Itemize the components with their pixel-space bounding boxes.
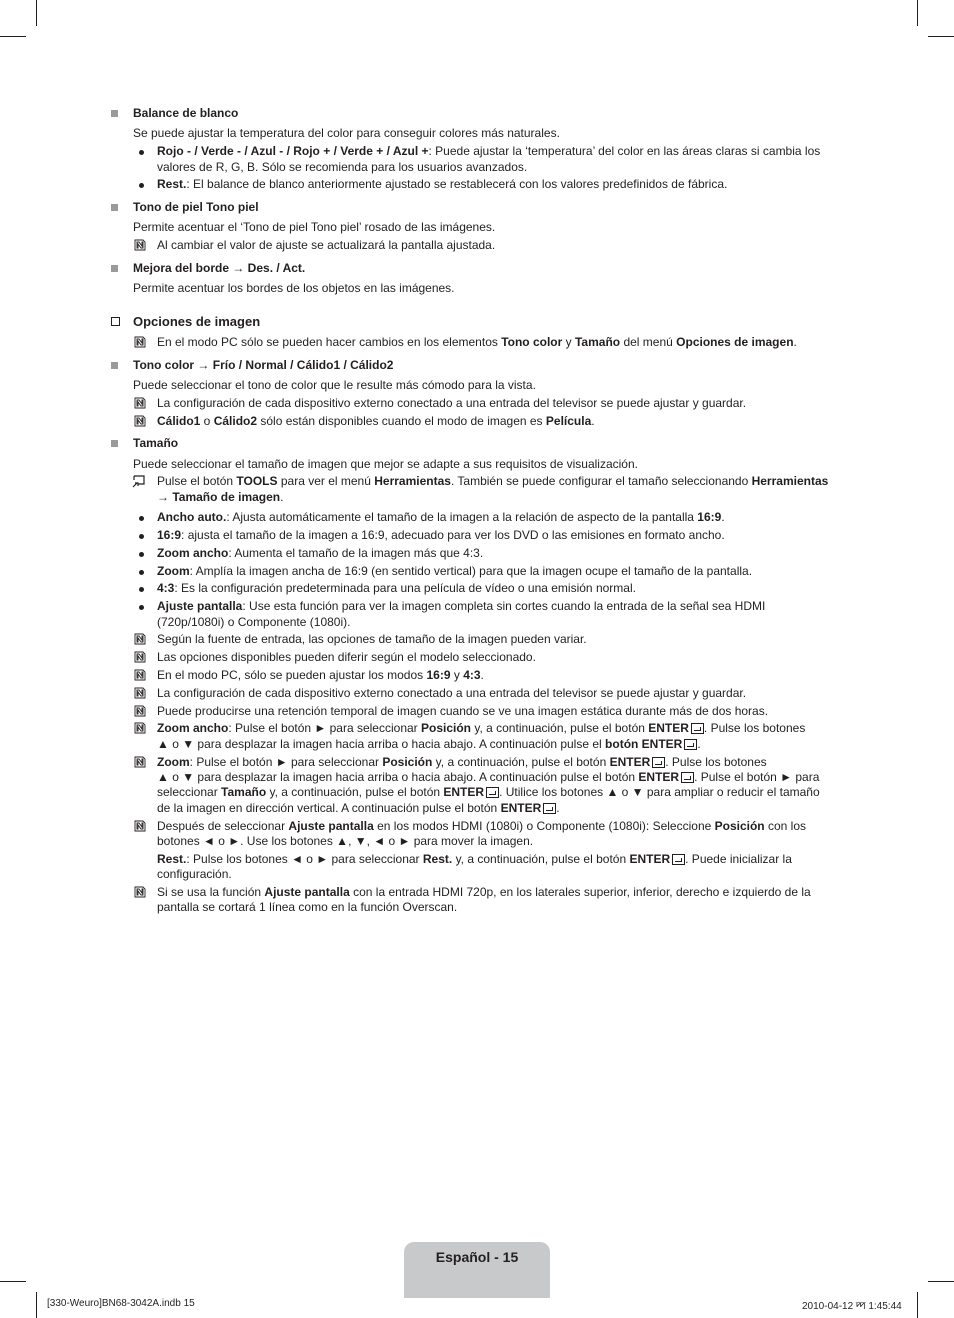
bullet-item-cont: valores de R, G, B. Sólo se recomienda para los usuarios avanzados. bbox=[157, 160, 528, 174]
bullet-dot-icon bbox=[139, 516, 144, 521]
note-text: Según la fuente de entrada, las opciones de tamaño de la imagen pueden variar. bbox=[157, 632, 587, 646]
note-text: Si se usa la función Ajuste pantalla con la entrada HDMI 720p, en los laterales superior, inferior, derecho e izquierdo de la bbox=[157, 885, 811, 899]
note-icon bbox=[134, 633, 146, 646]
section-desc: Permite acentuar los bordes de los objetos en las imágenes. bbox=[133, 281, 455, 295]
note-icon bbox=[134, 756, 146, 769]
tools-note: Pulse el botón TOOLS para ver el menú Herramientas. También se puede configurar el tamaño seleccionando Herramientas bbox=[157, 474, 829, 488]
square-bullet-icon bbox=[111, 110, 118, 117]
crop-mark bbox=[0, 36, 26, 37]
enter-icon bbox=[543, 803, 556, 814]
page-number-tab bbox=[404, 1242, 550, 1298]
note-icon bbox=[134, 705, 146, 718]
square-bullet-icon bbox=[111, 440, 118, 447]
bullet-item: Rojo - / Verde - / Azul - / Rojo + / Verde + / Azul +: Puede ajustar la ‘temperatura’ del color en las áreas claras si cambia los bbox=[157, 144, 821, 158]
heading-opciones: Opciones de imagen bbox=[133, 314, 261, 329]
tools-note-cont: → Tamaño de imagen. bbox=[157, 490, 284, 504]
bullet-item: 4:3: Es la configuración predeterminada para una película de vídeo o una emisión normal. bbox=[157, 581, 636, 595]
note-icon bbox=[134, 687, 146, 700]
note-text-cont: ▲ o ▼ para desplazar la imagen hacia arriba o hacia abajo. A continuación pulse el botón ENTER . bbox=[157, 737, 701, 751]
enter-icon bbox=[672, 854, 685, 865]
section-desc: Puede seleccionar el tono de color que le resulte más cómodo para la vista. bbox=[133, 378, 536, 392]
note-text: Zoom: Pulse el botón ► para seleccionar Posición y, a continuación, pulse el botón ENTER . Pulse los botones bbox=[157, 755, 767, 769]
square-bullet-icon bbox=[111, 204, 118, 211]
crop-mark bbox=[0, 1281, 26, 1282]
bullet-item-cont: (720p/1080i) o Componente (1080i). bbox=[157, 615, 351, 629]
bullet-dot-icon bbox=[139, 534, 144, 539]
note-icon bbox=[134, 651, 146, 664]
bullet-item: Ancho auto.: Ajusta automáticamente el tamaño de la imagen a la relación de aspecto de la pantalla 16:9. bbox=[157, 510, 725, 524]
enter-icon bbox=[652, 757, 665, 768]
note-text: Después de seleccionar Ajuste pantalla en los modos HDMI (1080i) o Componente (1080i): Seleccione Posición con los bbox=[157, 819, 806, 833]
note-text: Al cambiar el valor de ajuste se actualizará la pantalla ajustada. bbox=[157, 238, 496, 252]
enter-icon bbox=[684, 739, 697, 750]
section-desc: Puede seleccionar el tamaño de imagen que mejor se adapte a sus requisitos de visualización. bbox=[133, 457, 638, 471]
note-text-cont: botones ◄ o ►. Use los botones ▲, ▼, ◄ o ► para mover la imagen. bbox=[157, 834, 534, 848]
note-icon bbox=[134, 820, 146, 833]
bullet-item: Zoom: Amplía la imagen ancha de 16:9 (en sentido vertical) para que la imagen ocupe el tamaño de la pantalla. bbox=[157, 564, 753, 578]
crop-mark bbox=[36, 1292, 37, 1318]
note-icon bbox=[134, 239, 146, 252]
section-desc: Se puede ajustar la temperatura del color para conseguir colores más naturales. bbox=[133, 126, 560, 140]
bullet-dot-icon bbox=[139, 183, 144, 188]
page-label: Español - 15 bbox=[435, 1249, 519, 1265]
checkbox-square-icon bbox=[111, 317, 120, 326]
note-text: La configuración de cada dispositivo externo conectado a una entrada del televisor se puede ajustar y guardar. bbox=[157, 686, 747, 700]
footer-timestamp: 2010-04-12 ꠈ 1:45:44 bbox=[802, 1301, 902, 1312]
crop-mark bbox=[36, 0, 37, 26]
tools-icon bbox=[132, 475, 144, 488]
bullet-item: 16:9: ajusta el tamaño de la imagen a 16:9, adecuado para ver los DVD o las emisiones en formato ancho. bbox=[157, 528, 725, 542]
section-title: Tono color → Frío / Normal / Cálido1 / Cálido2 bbox=[133, 358, 394, 372]
note-text: En el modo PC, sólo se pueden ajustar los modos 16:9 y 4:3. bbox=[157, 668, 484, 682]
bullet-dot-icon bbox=[139, 587, 144, 592]
note-text-cont: seleccionar Tamaño y, a continuación, pulse el botón ENTER . Utilice los botones ▲ o ▼ para ampliar o reducir el tamaño bbox=[157, 785, 820, 799]
note-icon bbox=[134, 336, 146, 349]
footer-file: [330-Weuro]BN68-3042A.indb 15 bbox=[47, 1298, 195, 1309]
bullet-item: Ajuste pantalla: Use esta función para ver la imagen completa sin cortes cuando la entrada de la señal sea HDMI bbox=[157, 599, 766, 613]
crop-mark bbox=[917, 1292, 918, 1318]
crop-mark bbox=[928, 1281, 954, 1282]
note-text: En el modo PC sólo se pueden hacer cambios en los elementos Tono color y Tamaño del menú Opciones de imagen. bbox=[157, 335, 797, 349]
note-text: Puede producirse una retención temporal de imagen cuando se ve una imagen estática durante más de dos horas. bbox=[157, 704, 769, 718]
square-bullet-icon bbox=[111, 265, 118, 272]
section-title: Balance de blanco bbox=[133, 106, 239, 120]
crop-mark bbox=[928, 36, 954, 37]
note-text-cont: ▲ o ▼ para desplazar la imagen hacia arriba o hacia abajo. A continuación pulse el botón ENTER . Pulse el botón ► para bbox=[157, 770, 820, 784]
bullet-dot-icon bbox=[139, 570, 144, 575]
enter-icon bbox=[691, 723, 704, 734]
bullet-dot-icon bbox=[139, 552, 144, 557]
bullet-dot-icon bbox=[139, 605, 144, 610]
note-icon bbox=[134, 397, 146, 410]
enter-icon bbox=[681, 772, 694, 783]
note-text-cont: configuración. bbox=[157, 867, 232, 881]
note-text: Las opciones disponibles pueden diferir según el modelo seleccionado. bbox=[157, 650, 536, 664]
bullet-item: Rest.: El balance de blanco anteriormente ajustado se restablecerá con los valores predefinidos de fábrica. bbox=[157, 177, 728, 191]
enter-icon bbox=[486, 787, 499, 798]
note-icon bbox=[134, 722, 146, 735]
note-icon bbox=[134, 669, 146, 682]
section-desc: Permite acentuar el ‘Tono de piel Tono piel’ rosado de las imágenes. bbox=[133, 220, 496, 234]
crop-mark bbox=[917, 0, 918, 26]
note-text-cont: de la imagen en dirección vertical. A continuación pulse el botón ENTER . bbox=[157, 801, 560, 815]
note-text: La configuración de cada dispositivo externo conectado a una entrada del televisor se puede ajustar y guardar. bbox=[157, 396, 747, 410]
square-bullet-icon bbox=[111, 362, 118, 369]
bullet-item: Zoom ancho: Aumenta el tamaño de la imagen más que 4:3. bbox=[157, 546, 484, 560]
note-icon bbox=[134, 415, 146, 428]
note-text: Zoom ancho: Pulse el botón ► para seleccionar Posición y, a continuación, pulse el botón ENTER . Pulse los botones bbox=[157, 721, 806, 735]
section-title: Mejora del borde → Des. / Act. bbox=[133, 261, 306, 275]
section-title: Tono de piel Tono piel bbox=[133, 200, 259, 214]
bullet-dot-icon bbox=[139, 150, 144, 155]
section-title: Tamaño bbox=[133, 436, 179, 450]
note-icon bbox=[134, 886, 146, 899]
note-text: Cálido1 o Cálido2 sólo están disponibles cuando el modo de imagen es Película. bbox=[157, 414, 595, 428]
note-text-cont: pantalla se cortará 1 línea como en la función Overscan. bbox=[157, 900, 458, 914]
note-text-cont: Rest.: Pulse los botones ◄ o ► para seleccionar Rest. y, a continuación, pulse el botón ENTER . Puede inicializar la bbox=[157, 852, 792, 866]
